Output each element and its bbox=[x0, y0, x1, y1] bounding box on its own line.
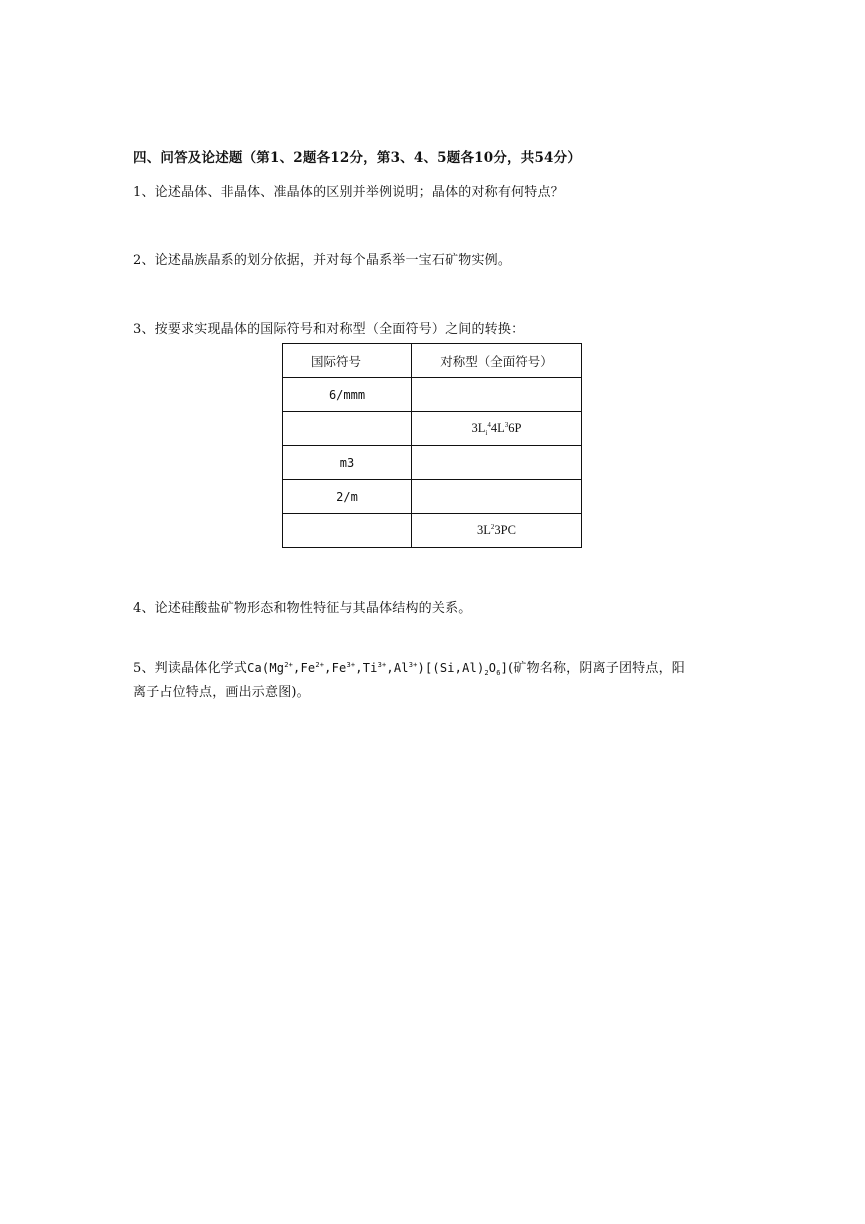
cell-intl-symbol: m3 bbox=[283, 446, 412, 480]
question-5 bbox=[133, 656, 743, 705]
cell-intl-symbol bbox=[283, 514, 412, 548]
section-heading: 四、问答及论述题（第1、2题各12分，第3、4、5题各10分，共54分） bbox=[133, 150, 582, 166]
cell-intl-symbol: 2/m bbox=[283, 480, 412, 514]
table-header-row bbox=[283, 344, 582, 378]
table-row bbox=[283, 446, 582, 480]
question-1: 1、论述晶体、非晶体、准晶体的区别并举例说明；晶体的对称有何特点？ bbox=[133, 185, 564, 200]
table-row bbox=[283, 412, 582, 446]
question-5-line-2: 离子占位特点，画出示意图)。 bbox=[133, 685, 310, 700]
header-symmetry-type: 对称型（全面符号） bbox=[412, 344, 582, 378]
cell-symmetry-type bbox=[412, 480, 582, 514]
cell-intl-symbol bbox=[283, 412, 412, 446]
question-4: 4、论述硅酸盐矿物形态和物性特征与其晶体结构的关系。 bbox=[133, 601, 472, 616]
question-2: 2、论述晶族晶系的划分依据，并对每个晶系举一宝石矿物实例。 bbox=[133, 253, 512, 268]
table-row bbox=[283, 378, 582, 412]
cell-symmetry-type bbox=[412, 446, 582, 480]
question-5-line-1: 5、判读晶体化学式$Ca(Mg^{2+},Fe^{2+},Fe^{3+},Ti^{3+},Al^{3+})[(Si,Al)_2O_6]$(矿物名称，阴离子团特点，阳 bbox=[133, 661, 685, 677]
cell-symmetry-type: $3L^23PC$ bbox=[412, 514, 582, 548]
cell-symmetry-type: $3L_i^44L^36P$ bbox=[412, 412, 582, 446]
question-3: 3、按要求实现晶体的国际符号和对称型（全面符号）之间的转换： bbox=[133, 322, 525, 337]
table-row bbox=[283, 480, 582, 514]
symmetry-conversion-table bbox=[282, 343, 582, 548]
table-row bbox=[283, 514, 582, 548]
header-intl-symbol: 国际符号 bbox=[283, 344, 412, 378]
cell-intl-symbol: 6/mmm bbox=[283, 378, 412, 412]
cell-symmetry-type bbox=[412, 378, 582, 412]
